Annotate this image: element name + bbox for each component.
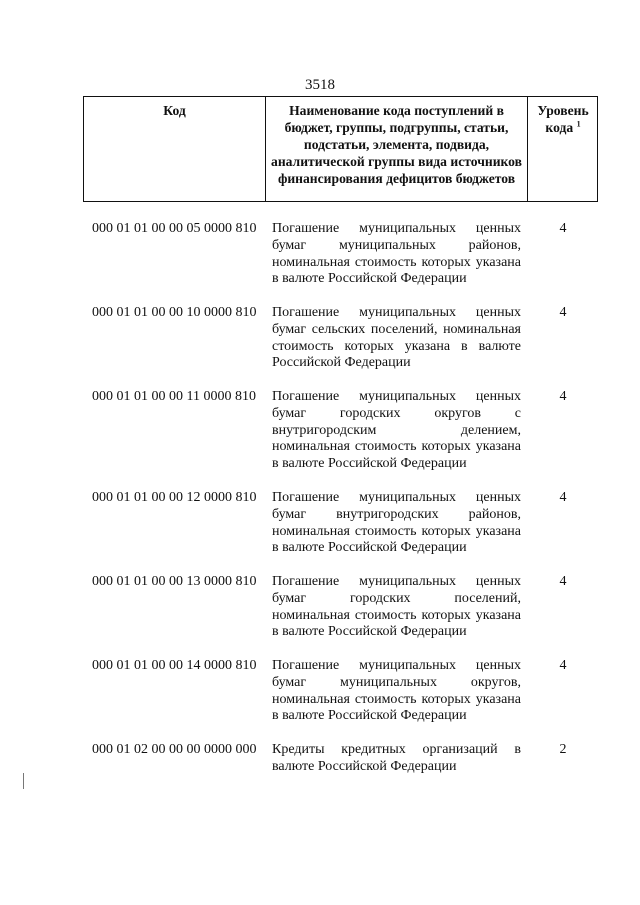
- row-description: Погашение муниципальных ценных бумаг сельских поселений, номинальная стоимость которых указана в валюте Российской Федерации: [272, 305, 521, 371]
- row-level: 4: [559, 490, 567, 505]
- margin-mark: [23, 773, 24, 789]
- row-description: Погашение муниципальных ценных бумаг внутригородских районов, номинальная стоимость которых указана в валюте Российской Федерации: [272, 490, 521, 556]
- row-code: 000 01 01 00 00 13 0000 810: [92, 574, 257, 589]
- row-level: 4: [559, 221, 567, 236]
- row-description: Погашение муниципальных ценных бумаг городских поселений, номинальная стоимость которых указана в валюте Российской Федерации: [272, 574, 521, 640]
- row-level: 4: [559, 305, 567, 320]
- row-level: 4: [559, 658, 567, 673]
- row-code: 000 01 01 00 00 05 0000 810: [92, 221, 257, 236]
- header-level-word: кода: [545, 120, 574, 135]
- row-code: 000 01 01 00 00 14 0000 810: [92, 658, 257, 673]
- row-description: Погашение муниципальных ценных бумаг муниципальных округов, номинальная стоимость которых указана в валюте Российской Федерации: [272, 658, 521, 724]
- header-level: [528, 97, 598, 201]
- row-description: Погашение муниципальных ценных бумаг муниципальных районов, номинальная стоимость которых указана в валюте Российской Федерации: [272, 221, 521, 287]
- row-code: 000 01 02 00 00 00 0000 000: [92, 742, 257, 757]
- row-description: Кредиты кредитных организаций в валюте Российской Федерации: [272, 742, 521, 774]
- row-description: Погашение муниципальных ценных бумаг городских округов с внутригородским делением, номинальная стоимость которых указана в валюте Российской Федерации: [272, 389, 521, 472]
- header-level-footnote: 1: [576, 119, 581, 129]
- header-name: Наименование кода поступлений в бюджет, группы, подгруппы, статьи, подстатьи, элемента, подвида, аналитической группы вида источников финансирования дефицитов бюджетов: [266, 97, 528, 201]
- row-level: 4: [559, 389, 567, 404]
- row-code: 000 01 01 00 00 10 0000 810: [92, 305, 257, 320]
- row-level: 2: [559, 742, 567, 757]
- row-level: 4: [559, 574, 567, 589]
- header-code: Код: [84, 97, 266, 201]
- row-code: 000 01 01 00 00 11 0000 810: [92, 389, 256, 404]
- row-code: 000 01 01 00 00 12 0000 810: [92, 490, 257, 505]
- table-header: [83, 96, 598, 202]
- header-level-prefix: Уровень: [537, 103, 589, 118]
- page-number: 3518: [305, 77, 335, 93]
